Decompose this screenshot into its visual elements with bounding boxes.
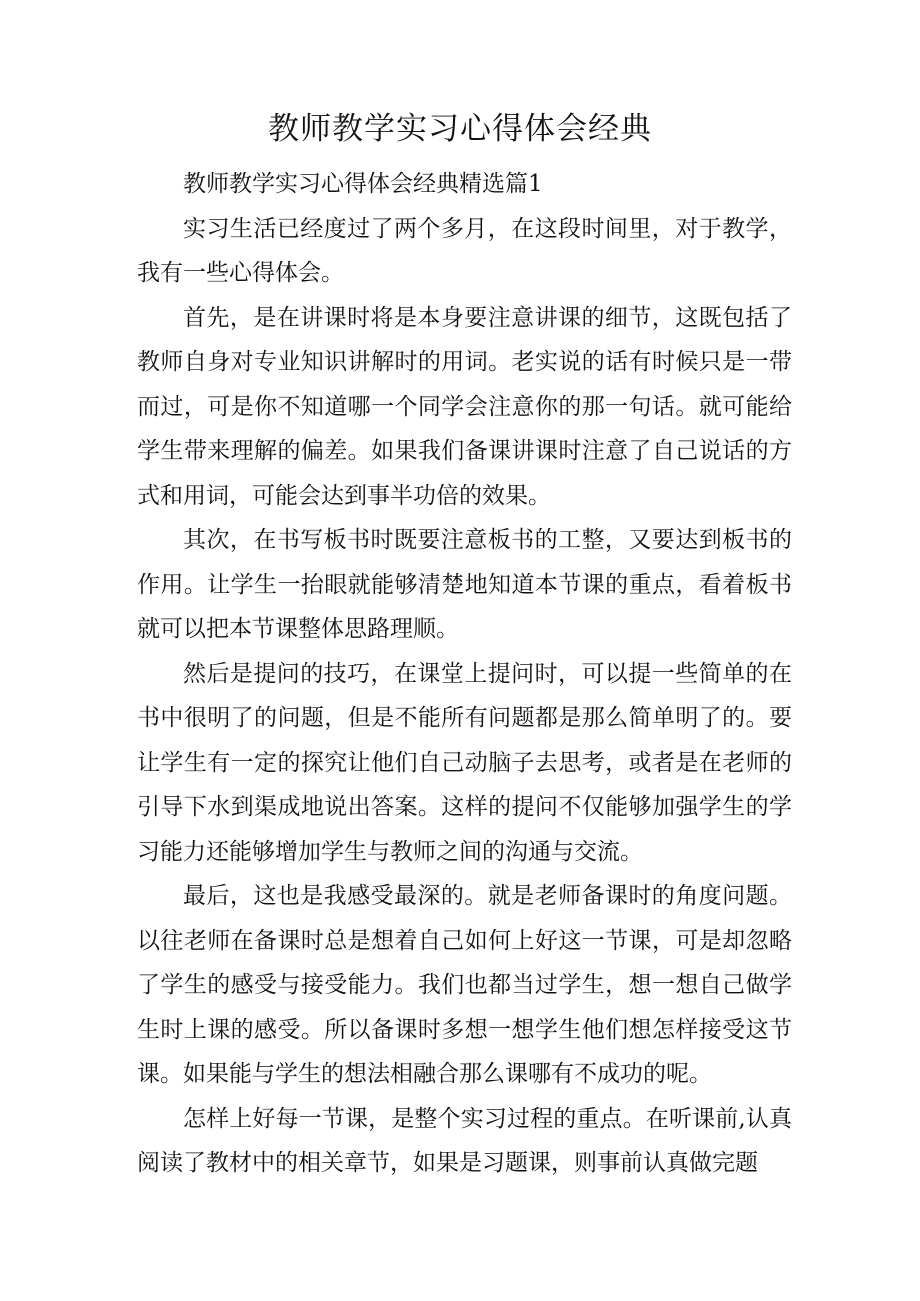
- paragraph: 然后是提问的技巧，在课堂上提问时，可以提一些简单的在书中很明了的问题，但是不能所有问题都是那么简单明了的。要让学生有一定的探究让他们自己动脑子去思考，或者是在老师的引导下水到渠成地说出答案。这样的提问不仅能够加强学生的学习能力还能够增加学生与教师之间的沟通与交流。: [137, 660, 792, 865]
- paragraph: 其次，在书写板书时既要注意板书的工整，又要达到板书的作用。让学生一抬眼就能够清楚地知道本节课的重点，看着板书就可以把本节课整体思路理顺。: [137, 527, 792, 642]
- paragraph: 怎样上好每一节课，是整个实习过程的重点。在听课前,认真阅读了教材中的相关章节，如果是习题课，则事前认真做完题: [137, 1105, 792, 1176]
- document-subtitle: 教师教学实习心得体会经典精选篇1: [183, 171, 543, 197]
- document-body: [137, 162, 792, 1186]
- paragraph: 最后，这也是我感受最深的。就是老师备课时的角度问题。以往老师在备课时总是想着自己如何上好这一节课，可是却忽略了学生的感受与接受能力。我们也都当过学生，想一想自己做学生时上课的感受。所以备课时多想一想学生他们想怎样接受这节课。如果能与学生的想法相融合那么课哪有不成功的呢。: [137, 883, 792, 1087]
- document-title: 教师教学实习心得体会经典: [268, 111, 652, 147]
- paragraph: 首先，是在讲课时将是本身要注意讲课的细节，这既包括了教师自身对专业知识讲解时的用词。老实说的话有时候只是一带而过，可是你不知道哪一个同学会注意你的那一句话。就可能给学生带来理解的偏差。如果我们备课讲课时注意了自己说话的方式和用词，可能会达到事半功倍的效果。: [137, 304, 792, 509]
- paragraph: 实习生活已经度过了两个多月，在这段时间里，对于教学，我有一些心得体会。: [137, 215, 792, 286]
